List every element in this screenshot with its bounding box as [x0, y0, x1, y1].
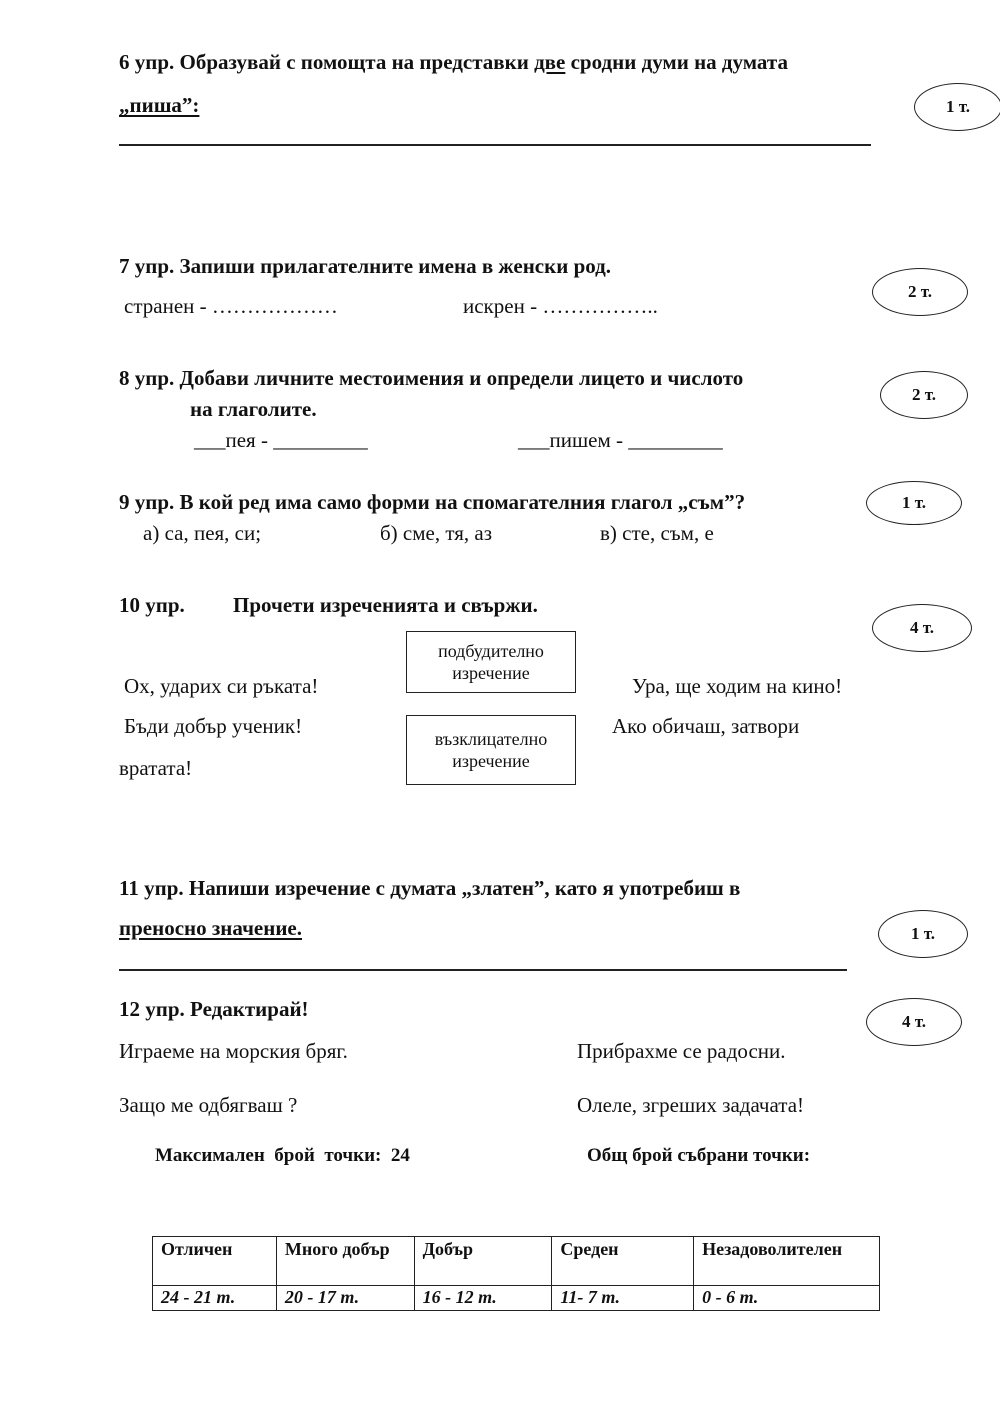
- grade-range-cell: 20 - 17 т.: [276, 1286, 414, 1311]
- grade-range-cell: 24 - 21 т.: [153, 1286, 277, 1311]
- ex11-answer-line[interactable]: [119, 969, 847, 971]
- ex6-title: [119, 50, 788, 75]
- ex8-title-line-2: на глаголите.: [190, 397, 317, 421]
- ex7-title: 7 упр. Запиши прилагателните имена в женски род.: [119, 254, 612, 278]
- ex6-title-suffix: сродни думи на думата: [565, 50, 788, 74]
- grade-range-cell: 0 - 6 т.: [694, 1286, 880, 1311]
- ex9-points-badge: 1 т.: [866, 481, 962, 525]
- ex6-title-prefix: 6 упр. Образувай с помощта на представки: [119, 50, 535, 74]
- ex10-title: Прочети изреченията и свържи.: [233, 593, 538, 617]
- ex6-points-badge: 1 т.: [914, 83, 1000, 131]
- ex8-title-line-1: 8 упр. Добави личните местоимения и определи лицето и числото: [119, 366, 744, 390]
- ex10-sentence-3[interactable]: Ура, ще ходим на кино!: [632, 674, 843, 698]
- ex8-item-1[interactable]: ___пея - _________: [194, 428, 368, 452]
- ex10-sentence-2[interactable]: Бъди добър ученик!: [124, 714, 303, 738]
- ex6-word: „пиша”:: [119, 93, 200, 117]
- ex12-sentence-4[interactable]: Олеле, згреших задачата!: [577, 1093, 805, 1117]
- ex7-item-2[interactable]: искрен - ……………..: [463, 294, 658, 318]
- ex10-points-badge: 4 т.: [872, 604, 972, 652]
- ex10-sentence-4-part-1[interactable]: Ако обичаш, затвори: [612, 714, 800, 738]
- ex12-title: 12 упр. Редактирай!: [119, 997, 309, 1021]
- ex12-sentence-3[interactable]: Защо ме одбягваш ?: [119, 1093, 298, 1117]
- ex8-item-2[interactable]: ___пишем - _________: [518, 428, 723, 452]
- grade-header-cell: Среден: [552, 1237, 694, 1286]
- ex7-item-1[interactable]: странен - ………………: [124, 294, 338, 318]
- grade-range-cell: 11- 7 т.: [552, 1286, 694, 1311]
- ex8-points-badge: 2 т.: [880, 371, 968, 419]
- ex9-option-b[interactable]: б) сме, тя, аз: [380, 521, 493, 545]
- total-points-label: Общ брой събрани точки:: [587, 1145, 811, 1166]
- max-points-label: Максимален брой точки: 24: [155, 1145, 410, 1166]
- grade-range-cell: 16 - 12 т.: [414, 1286, 552, 1311]
- ex10-sentence-1[interactable]: Ох, ударих си ръката!: [124, 674, 319, 698]
- ex6-title-underlined: две: [534, 50, 566, 74]
- ex10-label: 10 упр.: [119, 593, 185, 617]
- ex10-box-imperative[interactable]: подбудително изречение: [406, 631, 576, 693]
- grades-range-row: [153, 1286, 880, 1311]
- ex6-answer-line[interactable]: [119, 144, 871, 146]
- ex7-points-badge: 2 т.: [872, 268, 968, 316]
- grade-header-cell: Добър: [414, 1237, 552, 1286]
- ex12-sentence-1[interactable]: Играеме на морския бряг.: [119, 1039, 348, 1063]
- ex9-title: 9 упр. В кой ред има само форми на спомагателния глагол „съм”?: [119, 490, 746, 514]
- ex10-box-exclamatory[interactable]: възклицателно изречение: [406, 715, 576, 785]
- ex9-option-a[interactable]: а) са, пея, си;: [143, 521, 262, 545]
- grade-header-cell: Незадоволителен: [694, 1237, 880, 1286]
- grades-header-row: [153, 1237, 880, 1286]
- ex12-points-badge: 4 т.: [866, 998, 962, 1046]
- ex10-sentence-4-part-2[interactable]: вратата!: [119, 756, 193, 780]
- ex11-underlined: преносно значение.: [119, 916, 303, 940]
- grades-table: [152, 1236, 880, 1311]
- ex11-title: 11 упр. Напиши изречение с думата „златен”, като я употребиш в: [119, 876, 741, 900]
- grade-header-cell: Отличен: [153, 1237, 277, 1286]
- ex9-option-c[interactable]: в) сте, съм, е: [600, 521, 714, 545]
- ex11-points-badge: 1 т.: [878, 910, 968, 958]
- grade-header-cell: Много добър: [276, 1237, 414, 1286]
- ex12-sentence-2[interactable]: Прибрахме се радосни.: [577, 1039, 786, 1063]
